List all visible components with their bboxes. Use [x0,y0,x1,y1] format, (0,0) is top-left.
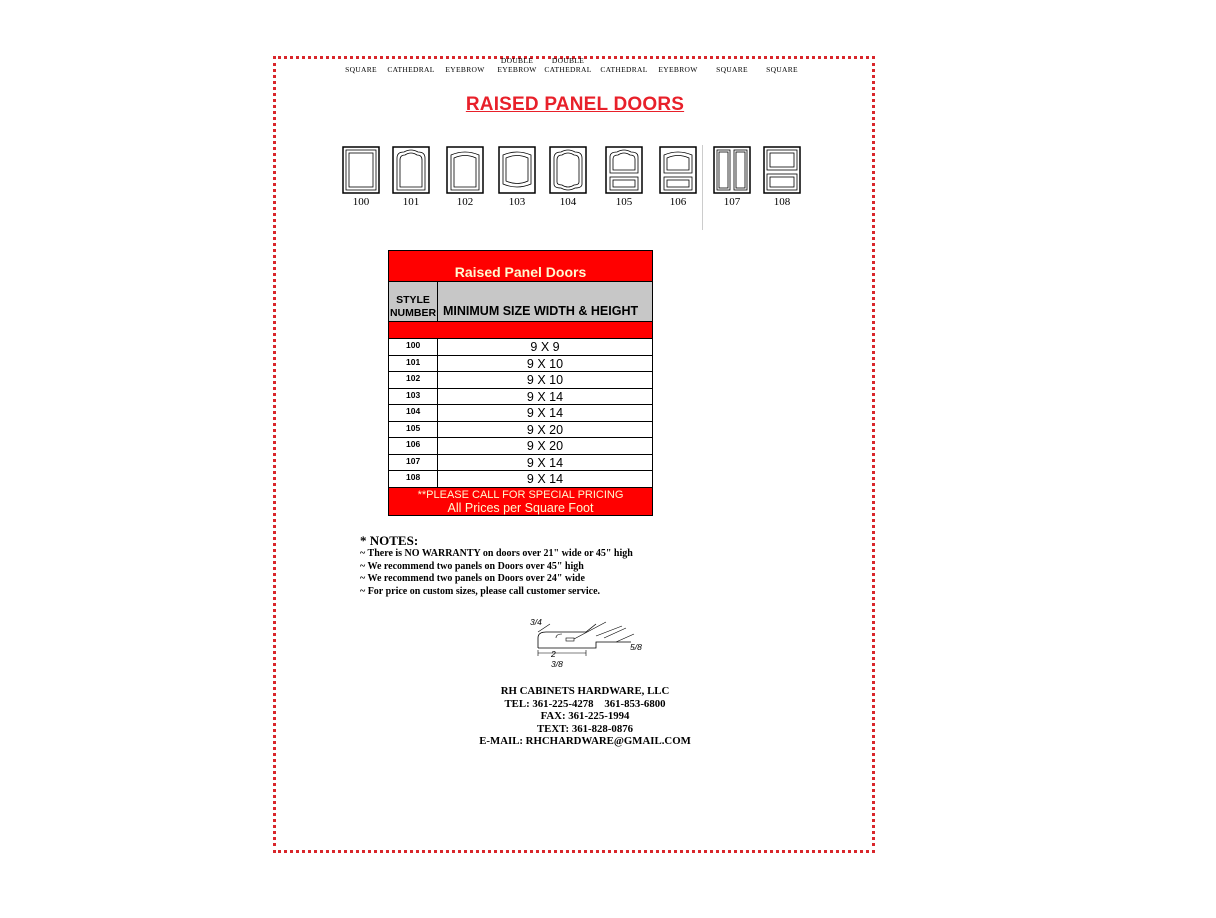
style-cell: 105 [389,422,438,438]
note-item: ~ We recommend two panels on Doors over 45" high [360,560,584,572]
table-header-row [389,281,652,321]
size-cell: 9 X 10 [526,356,564,371]
door-style-number: 101 [402,196,420,208]
cathedral-two-panel-door-icon [605,146,643,194]
door-style-number: 104 [559,196,577,208]
table-row [389,338,652,355]
style-cell: 106 [389,438,438,454]
style-number-header: STYLE NUMBER [389,282,438,321]
size-cell: 9 X 14 [526,472,564,486]
door-style-label: CATHEDRAL [387,65,435,74]
door-profile-icon [526,616,651,666]
door-style-label: DOUBLE CATHEDRAL [544,56,592,74]
size-table [388,250,653,516]
size-cell: 9 X 9 [530,340,560,354]
size-cell: 9 X 20 [526,422,564,437]
square-double-vertical-door-icon [713,146,751,194]
table-footer [389,487,652,515]
profile-width-label: 2 3/8 [551,649,563,669]
door-style-number: 103 [508,196,526,208]
style-cell: 100 [389,339,438,355]
style-cell: 102 [389,372,438,388]
door-style-label: CATHEDRAL [600,65,648,74]
door-style-label: SQUARE [345,65,377,74]
table-title: Raised Panel Doors [389,251,652,281]
table-row [389,421,652,438]
notes-heading: * NOTES: [360,533,419,548]
door-style-label: DOUBLE EYEBROW [497,56,537,74]
minimum-size-header: MINIMUM SIZE WIDTH & HEIGHT [443,304,639,318]
email[interactable]: E-MAIL: RHCHARDWARE@GMAIL.COM [479,735,691,747]
table-row [389,355,652,372]
door-style-number: 108 [773,196,791,208]
style-cell: 101 [389,356,438,372]
table-row [389,454,652,471]
door-style-number: 105 [615,196,633,208]
profile-panel-label: 5/8 [630,642,642,652]
size-cell: 9 X 14 [526,389,564,404]
profile-thickness-label: 3/4 [530,617,542,627]
divider-line [702,145,703,230]
size-cell: 9 X 10 [526,373,564,387]
table-row [389,437,652,454]
style-cell: 103 [389,389,438,405]
square-two-panel-door-icon [763,146,801,194]
table-red-bar [389,321,652,338]
cathedral-door-icon [392,146,430,194]
contact-block [435,685,735,748]
double-cathedral-door-icon [549,146,587,194]
note-item: ~ There is NO WARRANTY on doors over 21" wide or 45" high [360,548,633,559]
size-cell: 9 X 14 [526,455,564,470]
table-row [389,404,652,421]
note-item: ~ For price on custom sizes, please call customer service. [360,586,601,598]
notes-section [360,533,633,599]
telephone: TEL: 361-225-4278 361-853-6800 [504,697,666,710]
note-item: ~ We recommend two panels on Doors over 24" wide [360,573,585,585]
door-style-label: SQUARE [766,65,798,74]
door-style-number: 107 [723,196,741,208]
table-row [389,470,652,487]
double-eyebrow-door-icon [498,146,536,194]
door-style-number: 102 [456,196,474,208]
fax: FAX: 361-225-1994 [540,710,630,722]
table-row [389,371,652,388]
door-style-label: EYEBROW [658,65,698,74]
special-pricing-note: **PLEASE CALL FOR SPECIAL PRICING [417,488,624,501]
company-name: RH CABINETS HARDWARE, LLC [500,685,670,697]
door-style-label: EYEBROW [445,65,485,74]
door-style-number: 106 [669,196,687,208]
door-style-label: SQUARE [716,65,748,74]
style-cell: 108 [389,471,438,487]
size-cell: 9 X 20 [526,439,564,453]
text-number: TEXT: 361-828-0876 [536,722,634,735]
door-style-number: 100 [352,196,370,208]
price-unit-note: All Prices per Square Foot [447,500,594,515]
size-cell: 9 X 14 [526,406,564,420]
table-row [389,388,652,405]
square-door-icon [342,146,380,194]
eyebrow-door-icon [446,146,484,194]
eyebrow-two-panel-door-icon [659,146,697,194]
style-cell: 107 [389,455,438,471]
style-cell: 104 [389,405,438,421]
page-title: RAISED PANEL DOORS [465,94,685,115]
